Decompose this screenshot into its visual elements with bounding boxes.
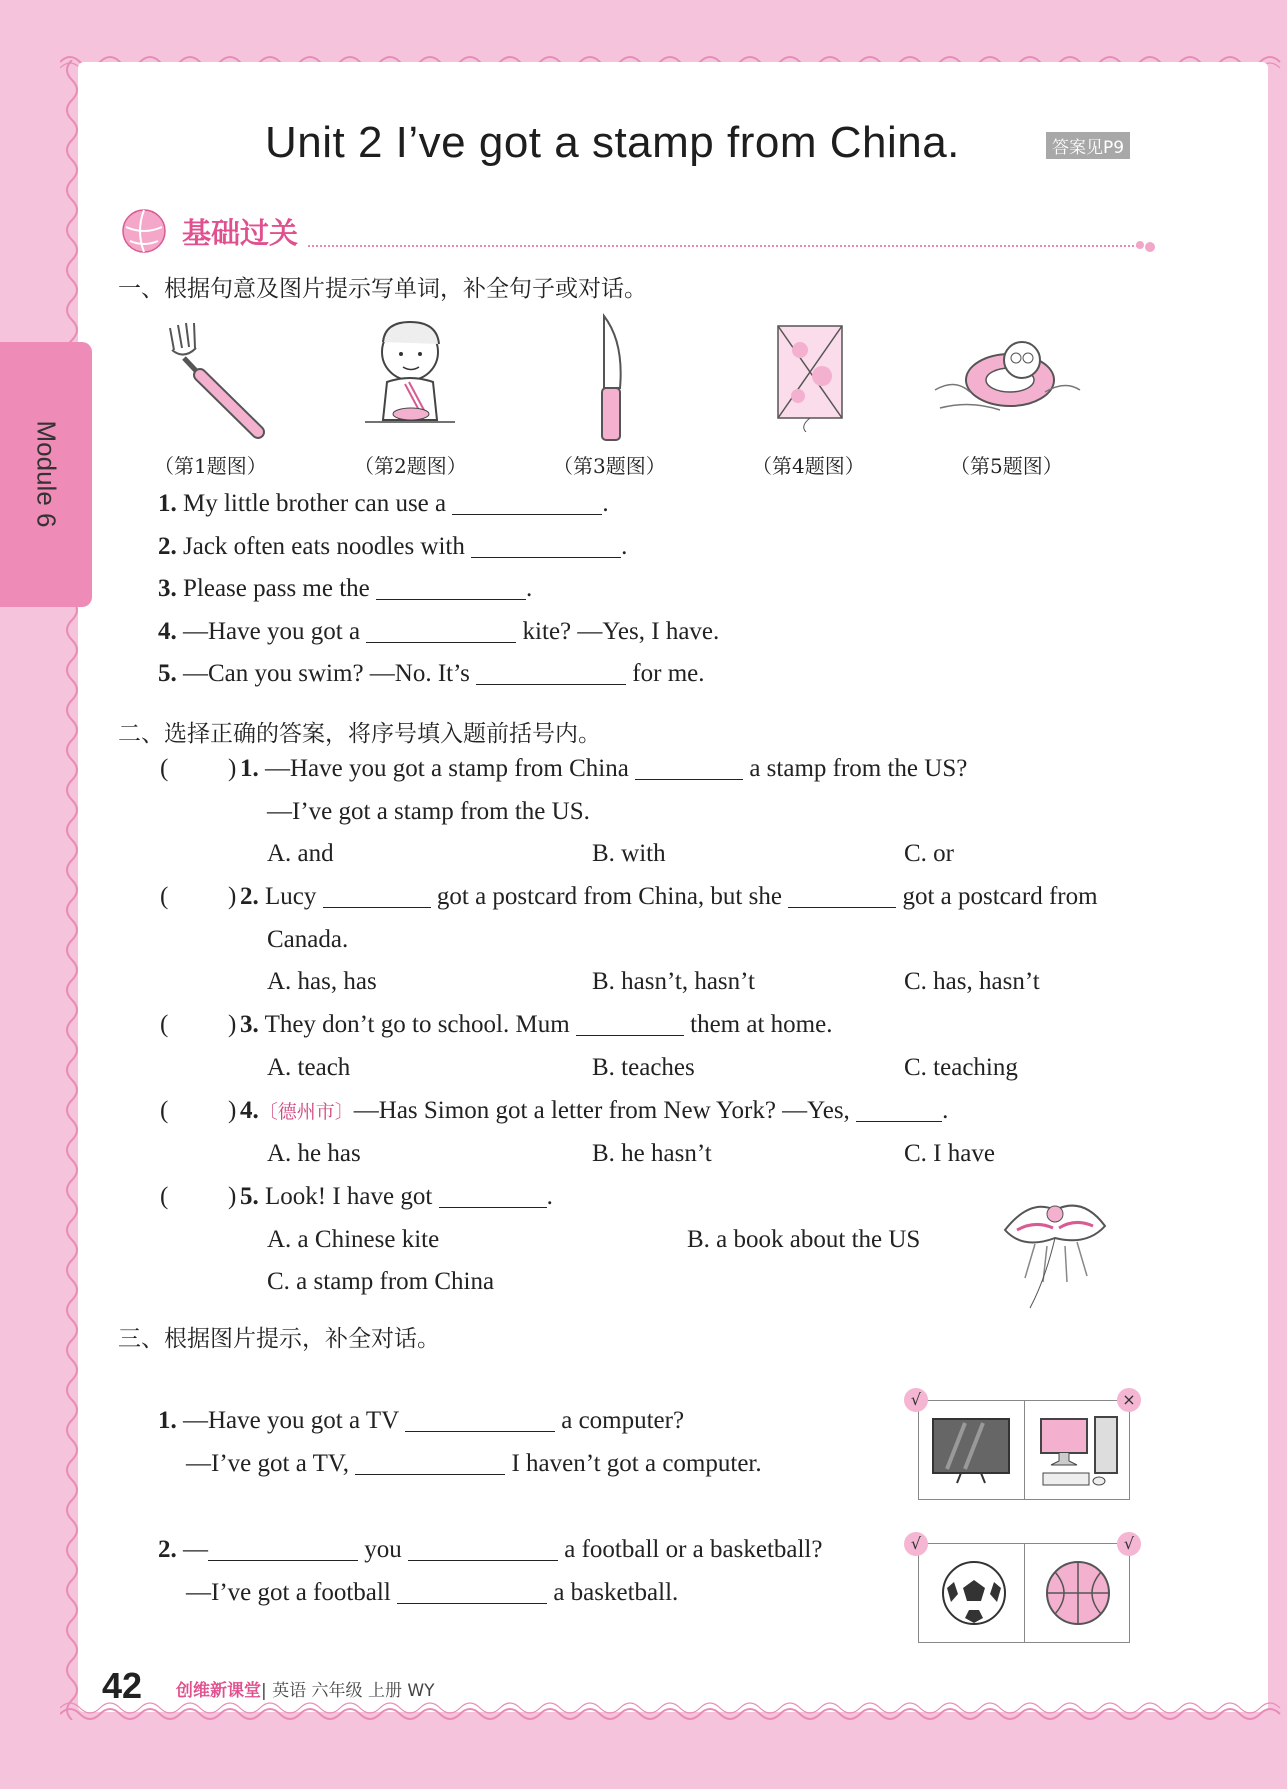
answer-paren-close[interactable]: ) [228,1097,237,1124]
answer-blank[interactable] [856,1100,942,1122]
item-text: kite? —Yes, I have. [516,618,720,645]
p2-q5-line1 [240,1183,553,1211]
option-c: C. teaching [904,1054,1018,1081]
answer-blank[interactable] [366,621,516,643]
answer-paren-open: ( [160,1011,169,1038]
answer-blank[interactable] [323,886,431,908]
p3-q1-line1 [158,1407,684,1435]
item-text: —Have you got a TV [183,1407,405,1434]
part2-heading: 二、选择正确的答案，将序号填入题前括号内。 [118,721,601,747]
item-text: Look! I have got [265,1183,439,1210]
item-number: 4. [240,1097,259,1124]
item-number: 4. [158,618,177,645]
option-a: A. he has [267,1140,361,1167]
p2-q2-line2: Canada. [267,926,349,953]
item-text: I haven’t got a computer. [505,1450,762,1477]
chinese-kite-icon [995,1190,1115,1310]
item-number: 5. [240,1183,259,1210]
p2-q2-line1 [240,883,1098,911]
footer-brand: 创维新课堂 [176,1681,261,1701]
tv-computer-panel [918,1400,1130,1500]
item-text: —Have you got a [183,618,367,645]
option-b: B. hasn’t, hasn’t [592,968,755,995]
item-text: Please pass me the [183,575,377,602]
item-number: 1. [240,755,259,782]
option-c: C. has, hasn’t [904,968,1040,995]
dots-decoration [1134,237,1158,253]
p2-q3-line1 [240,1011,832,1039]
answer-blank[interactable] [405,1410,555,1432]
p2-q1-line1 [240,755,967,783]
section-title: 基础过关 [182,216,299,250]
panel-divider [1024,1544,1025,1642]
fork-icon [160,320,270,440]
answer-paren-close[interactable]: ) [228,755,237,782]
option-a: A. teach [267,1054,351,1081]
check-mark-icon: √ [904,1532,928,1556]
item-text: a computer? [554,1407,685,1434]
check-mark-icon: √ [1117,1532,1141,1556]
check-mark-icon: √ [904,1388,928,1412]
computer-icon [1037,1413,1123,1493]
cross-mark-icon: × [1117,1388,1141,1412]
option-a: A. has, has [267,968,377,995]
option-c: C. or [904,840,954,867]
item-text: —Can you swim? —No. It’s [183,660,477,687]
caption-3: （第3题图） [553,454,666,478]
option-c: C. I have [904,1140,995,1167]
item-text: . [546,1183,553,1210]
option-c: C. a stamp from China [267,1268,495,1295]
caption-1: （第1题图） [154,454,267,478]
part3-heading: 三、根据图片提示，补全对话。 [118,1326,440,1352]
item-text: . [526,575,533,602]
item-text: They don’t go to school. Mum [264,1011,576,1038]
item-text: —Have you got a stamp from China [265,755,636,782]
answer-blank[interactable] [471,536,621,558]
answer-paren-close[interactable]: ) [228,1183,237,1210]
p1-item-4 [158,618,719,646]
section-header [118,205,1158,255]
item-number: 3. [158,575,177,602]
boy-chopsticks-icon [365,312,465,442]
option-a: A. and [267,840,334,867]
p2-q4-line1 [240,1097,948,1125]
item-text: Jack often eats noodles with [183,533,472,560]
item-text: . [621,533,628,560]
globe-icon [118,205,172,255]
p1-item-5 [158,660,705,688]
answer-blank[interactable] [397,1582,547,1604]
answer-paren-open: ( [160,755,169,782]
item-text: a football or a basketball? [558,1536,823,1563]
swimmer-ring-icon [930,330,1085,425]
p1-item-3 [158,575,532,603]
item-text: a stamp from the US? [743,755,968,782]
item-text: — [183,1536,208,1563]
module-label: Module 6 [31,420,62,528]
p3-q2-line2 [186,1579,678,1607]
item-text: . [942,1097,949,1124]
answer-paren-open: ( [160,1097,169,1124]
item-text: . [602,490,609,517]
option-b: B. teaches [592,1054,695,1081]
answer-blank[interactable] [635,758,743,780]
answer-blank[interactable] [208,1539,358,1561]
item-number: 5. [158,660,177,687]
item-number: 2. [158,1536,177,1563]
p1-item-1 [158,490,609,518]
footer-details: | 英语 六年级 上册 WY [261,1681,435,1701]
answer-blank[interactable] [452,493,602,515]
answer-blank[interactable] [408,1539,558,1561]
football-icon [939,1558,1009,1628]
section-divider [308,245,1138,247]
p3-q2-line1 [158,1536,822,1564]
option-b: B. with [592,840,666,867]
answer-blank[interactable] [576,1014,684,1036]
caption-4: （第4题图） [752,454,865,478]
p2-q1-line2: —I’ve got a stamp from the US. [267,798,590,825]
answer-blank[interactable] [355,1453,505,1475]
module-tab [0,342,92,607]
item-text: got a postcard from China, but she [430,883,789,910]
answer-paren-open: ( [160,1183,169,1210]
caption-5: （第5题图） [950,454,1063,478]
answer-paren-close[interactable]: ) [228,883,237,910]
basketball-icon [1043,1558,1113,1628]
item-number: 3. [240,1011,259,1038]
tv-icon [931,1415,1011,1485]
p1-item-2 [158,533,627,561]
page-title: Unit 2 I’ve got a stamp from China. [265,118,960,167]
answer-paren-open: ( [160,883,169,910]
knife-icon [592,312,632,444]
answer-blank[interactable] [439,1186,547,1208]
answer-blank[interactable] [476,663,626,685]
region-tag: 〔德州市〕 [258,1101,354,1123]
item-text: My little brother can use a [183,490,453,517]
option-b: B. a book about the US [687,1226,921,1253]
answer-blank[interactable] [788,886,896,908]
item-text: a basketball. [547,1579,679,1606]
footer-info [176,1676,435,1701]
item-text: for me. [626,660,705,687]
option-a: A. a Chinese kite [267,1226,440,1253]
item-text: them at home. [683,1011,833,1038]
option-b: B. he hasn’t [592,1140,712,1167]
item-text: —Has Simon got a letter from New York? —Yes, [353,1097,857,1124]
kite-crossed-icon [770,320,850,432]
wavy-border-left [58,60,86,1720]
item-text: —I’ve got a football [186,1579,398,1606]
caption-2: （第2题图） [354,454,467,478]
item-number: 2. [158,533,177,560]
item-number: 2. [240,883,259,910]
wavy-border-bottom [60,1700,1287,1728]
item-text: got a postcard from [896,883,1098,910]
answer-paren-close[interactable]: ) [228,1011,237,1038]
answer-badge: 答案见P9 [1046,132,1130,159]
part1-heading: 一、根据句意及图片提示写单词，补全句子或对话。 [118,276,647,302]
answer-blank[interactable] [376,578,526,600]
item-number: 1. [158,1407,177,1434]
item-text: Lucy [265,883,323,910]
item-text: you [358,1536,408,1563]
page-number: 42 [102,1665,143,1706]
p3-q1-line2 [186,1450,762,1478]
panel-divider [1024,1401,1025,1499]
item-number: 1. [158,490,177,517]
item-text: —I’ve got a TV, [186,1450,356,1477]
balls-panel [918,1543,1130,1643]
